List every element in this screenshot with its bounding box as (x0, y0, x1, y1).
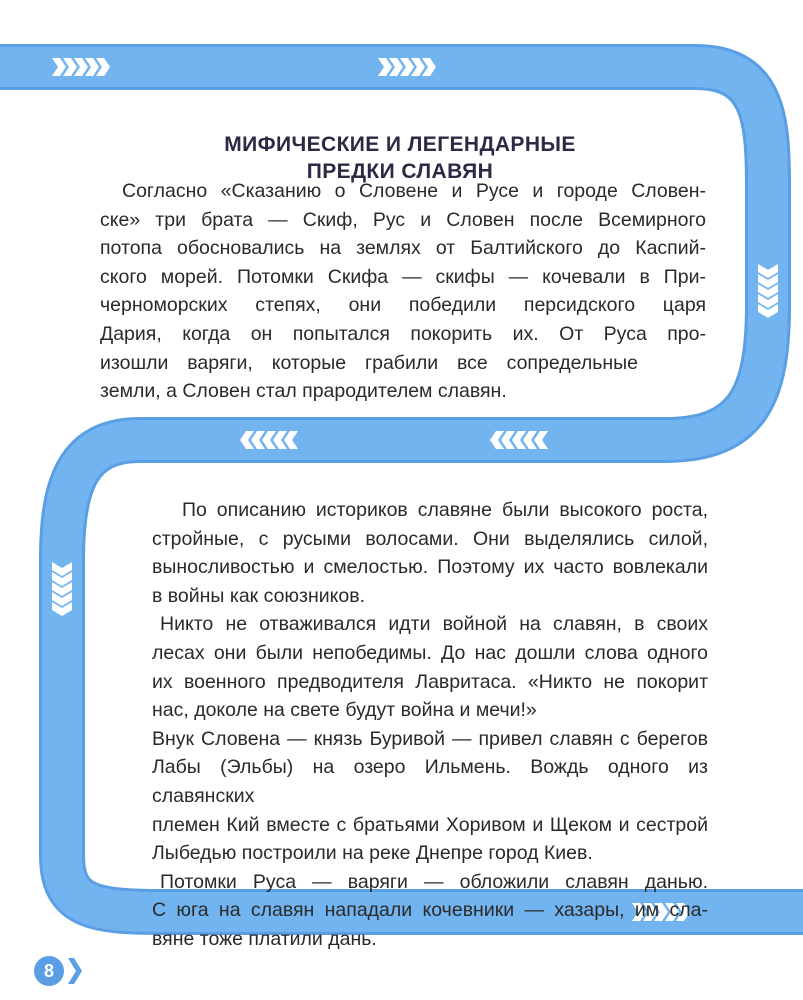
text-line: Внук Словена — князь Буривой — привел славян с берегов (152, 727, 708, 750)
paragraph-top (100, 177, 706, 406)
text-line: ске» три брата — Скиф, Рус и Словен после Всемирного (100, 208, 706, 231)
text-line: Лабы (Эльбы) на озеро Ильмень. Вождь одного из славянских (152, 756, 708, 807)
text-line: их военного предводителя Лавритаса. «Никто не покорит (152, 670, 708, 693)
text-line: лесах они были непобедимы. До нас дошли слова одного (152, 641, 708, 664)
text-line: в войны как союзников. (152, 584, 366, 607)
text-line: выносливостью и смелостью. Поэтому их часто вовлекали (152, 556, 708, 579)
text-line: нас, доколе на свете будут война и мечи!» (152, 699, 537, 722)
text-line: племен Кий вместе с братьями Хоривом и Щеком и сестрой (152, 813, 708, 836)
title-line-1: МИФИЧЕСКИЕ И ЛЕГЕНДАРНЫЕ (224, 133, 576, 156)
text-line: Никто не отваживался идти войной на славян, в своих (160, 613, 708, 636)
paragraph-bottom (152, 496, 708, 954)
text-line: С юга на славян нападали кочевники — хазары, им сла- (152, 899, 708, 922)
text-line: По описанию историков славяне были высокого роста, (182, 499, 708, 521)
text-line: изошли варяги, которые грабили все сопредельные (100, 351, 638, 374)
text-line: вяне тоже платили дань. (152, 927, 377, 950)
text-line: Потомки Руса — варяги — обложили славян данью. (160, 870, 708, 893)
text-line: стройные, с русыми волосами. Они выделялись силой, (152, 527, 708, 550)
text-line: Дария, когда он попытался покорить их. От Руса про- (100, 322, 706, 345)
title-line-2: ПРЕДКИ СЛАВЯН (306, 160, 494, 183)
text-line: Согласно «Сказанию о Словене и Русе и городе Словен- (122, 180, 706, 202)
text-line: потопа обосновались на землях от Балтийского до Каспий- (100, 237, 706, 260)
text-line: черноморских степях, они победили персидского царя (100, 294, 706, 317)
text-line: Лыбедью построили на реке Днепре город Киев. (152, 842, 593, 865)
text-line: земли, а Словен стал прародителем славян. (100, 380, 507, 403)
text-line: ского морей. Потомки Скифа — скифы — кочевали в При- (100, 265, 706, 288)
page-number-chevron-icon (68, 958, 82, 984)
page-number-badge: 8 (34, 956, 64, 986)
